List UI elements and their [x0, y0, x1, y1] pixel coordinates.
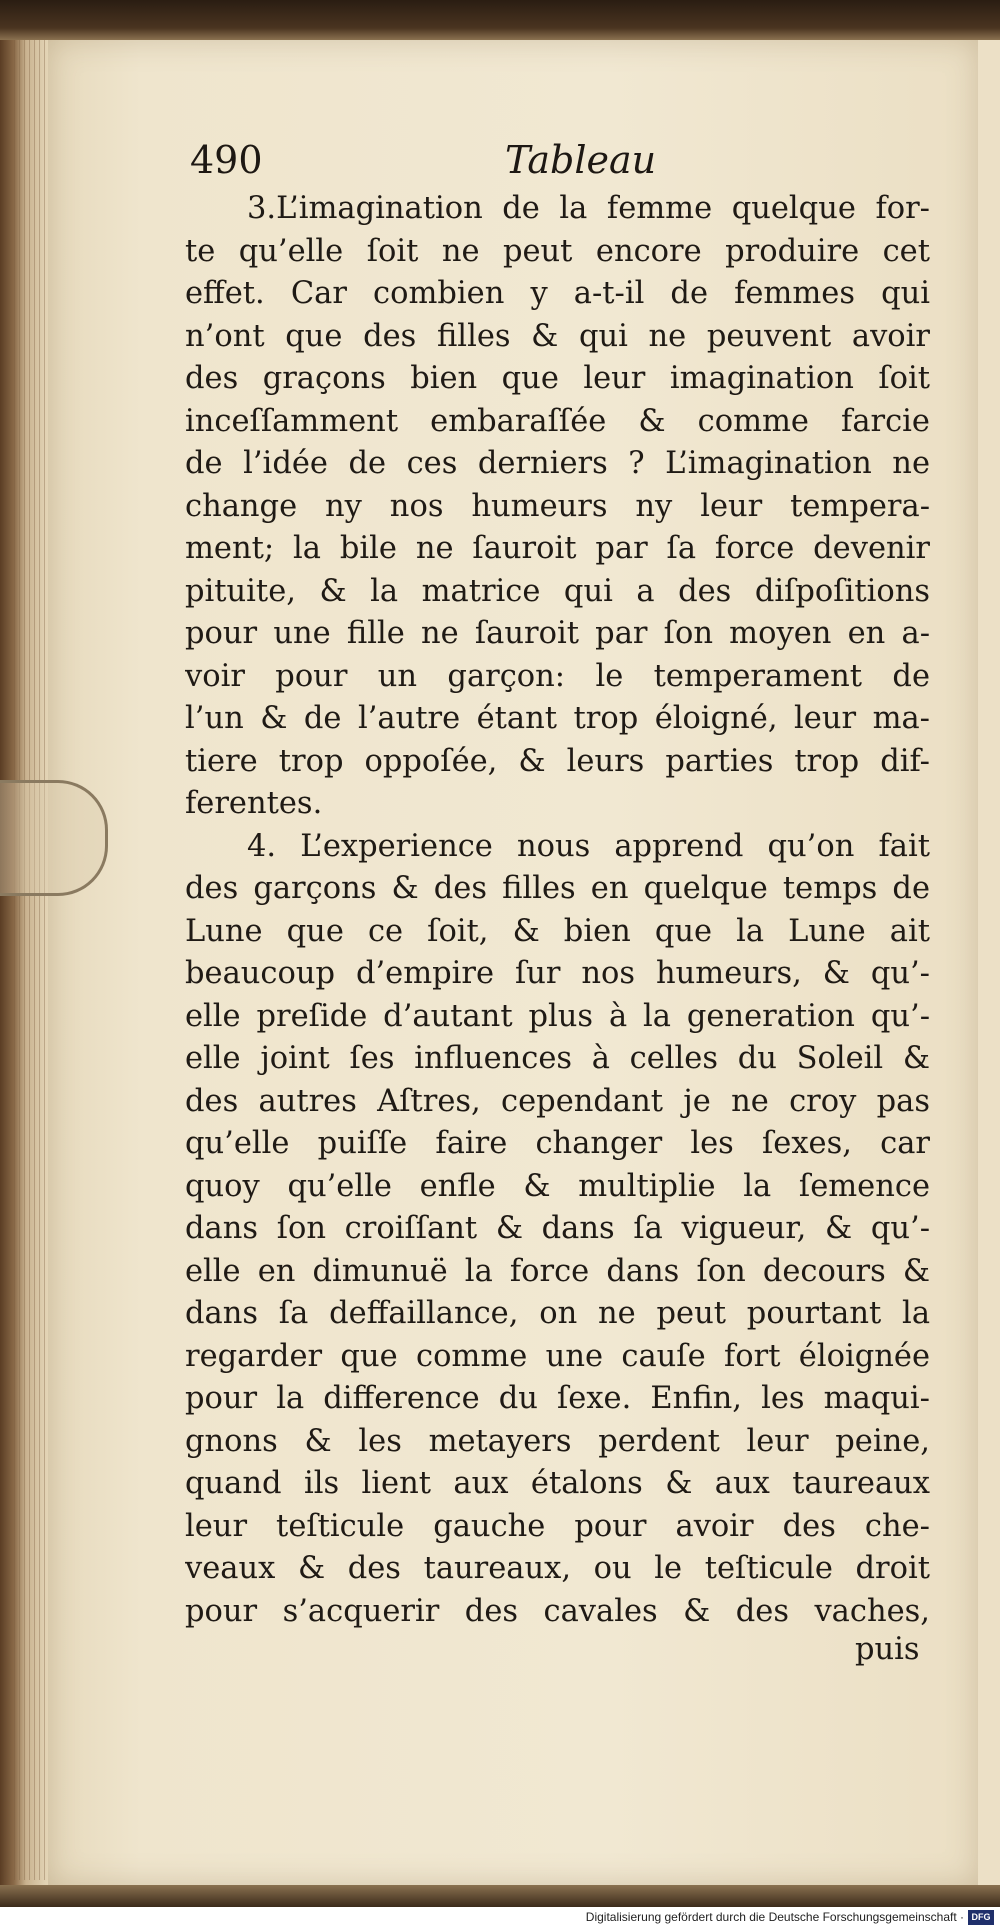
text-line: elle en dimunuë la force dans ſon decours &	[185, 1253, 930, 1289]
text-line: pour la difference du ſexe. Enfin, les maqui-	[185, 1381, 930, 1416]
text-line: beaucoup d’empire ſur nos humeurs, & qu’-	[185, 956, 930, 991]
footer-credit: Digitalisierung gefördert durch die Deutsche Forschungsgemeinschaft ·	[585, 1910, 964, 1924]
text-line: n’ont que des filles & qui ne peuvent avoir	[185, 318, 930, 354]
text-line: effet. Car combien y a-t-il de femmes qui	[185, 276, 930, 311]
text-line: qu’elle puiſſe faire changer les ſexes, car	[185, 1126, 930, 1161]
text-line: pour une fille ne ſauroit par ſon moyen en a-	[185, 616, 930, 651]
dfg-logo: DFG	[968, 1910, 994, 1925]
book-bottom-edge	[0, 1885, 1000, 1907]
text-line: veaux & des taureaux, ou le teſticule droit	[185, 1551, 930, 1586]
page-number: 490	[190, 138, 263, 182]
text-line: ment; la bile ne ſauroit par ſa force devenir	[185, 531, 930, 566]
text-line: te qu’elle ſoit ne peut encore produire cet	[185, 233, 930, 269]
text-line: tiere trop oppoſée, & leurs parties trop dif-	[185, 743, 930, 779]
text-line: 3.L’imagination de la femme quelque for-	[247, 191, 930, 226]
text-line: des graçons bien que leur imagination ſoit	[185, 361, 930, 396]
text-line: pituite, & la matrice qui a des diſpoſitions	[185, 573, 930, 609]
text-line: change ny nos humeurs ny leur tempera-	[185, 488, 930, 524]
text-line: l’un & de l’autre étant trop éloigné, leur ma-	[185, 701, 930, 736]
text-line: Lune que ce ſoit, & bien que la Lune ait	[185, 913, 930, 949]
text-line: quand ils lient aux étalons & aux taureaux	[185, 1466, 930, 1501]
text-line: des garçons & des filles en quelque temps de	[185, 871, 930, 906]
text-line: elle joint ſes influences à celles du Soleil &	[185, 1041, 930, 1076]
text-line: ferentes.	[185, 786, 323, 821]
text-line: dans ſon croiſſant & dans ſa vigueur, & qu’-	[185, 1211, 930, 1246]
text-line: quoy qu’elle enfle & multiplie la ſemence	[185, 1168, 930, 1204]
text-line: inceſſamment embaraſſée & comme farcie	[185, 403, 930, 439]
text-line: pour s’acquerir des cavales & des vaches,	[185, 1593, 930, 1629]
page-header	[190, 138, 830, 188]
text-line: gnons & les metayers perdent leur peine,	[185, 1423, 930, 1459]
catchword: puis	[855, 1632, 920, 1667]
book-clasp	[0, 780, 108, 896]
text-line: 4. L’experience nous apprend qu’on fait	[247, 828, 930, 864]
text-line: leur teſticule gauche pour avoir des che-	[185, 1508, 930, 1544]
running-title: Tableau	[505, 138, 657, 182]
text-body	[185, 188, 930, 1633]
text-line: elle preſide d’autant plus à la generation qu’-	[185, 998, 930, 1034]
text-line: voir pour un garçon: le temperament de	[185, 658, 930, 694]
text-line: dans ſa deffaillance, on ne peut pourtant la	[185, 1296, 930, 1331]
footer-bar	[0, 1907, 1000, 1929]
book-top-edge	[0, 0, 1000, 40]
text-line: des autres Aſtres, cependant je ne croy pas	[185, 1083, 930, 1119]
text-line: regarder que comme une cauſe fort éloignée	[185, 1338, 930, 1374]
text-line: de l’idée de ces derniers ? L’imagination ne	[185, 446, 930, 481]
